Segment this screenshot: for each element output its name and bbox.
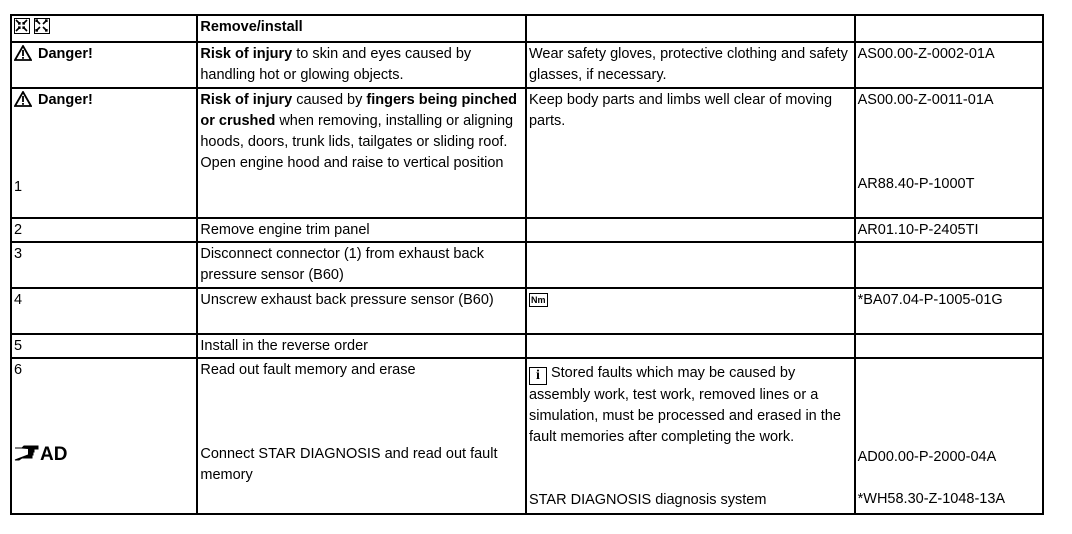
tool-text: STAR DIAGNOSIS diagnosis system [528, 492, 767, 508]
warning-triangle-icon [14, 45, 32, 68]
step-row-3 [11, 242, 1043, 288]
step-number-cell [11, 358, 197, 514]
step-text-cell [197, 358, 526, 514]
step-row-5 [11, 334, 1043, 358]
warning-triangle-icon [14, 91, 32, 114]
danger-label-cell [11, 88, 197, 218]
step-number: 6 [14, 362, 23, 378]
empty-cell [855, 334, 1043, 358]
procedure-table [10, 14, 1044, 515]
empty-cell [526, 242, 855, 288]
risk-description [197, 88, 526, 218]
pointing-hand-icon [14, 444, 40, 467]
risk-description [197, 42, 526, 88]
measure-text: Keep body parts and limbs well clear of moving parts. [526, 88, 855, 218]
header-row [11, 15, 1043, 42]
step-text: Remove engine trim panel [197, 218, 526, 242]
doc-reference: AS00.00-Z-0011-01A [857, 92, 994, 108]
info-cell [526, 358, 855, 514]
torque-cell [526, 288, 855, 334]
doc-reference-cell [855, 88, 1043, 218]
danger-row-1 [11, 42, 1043, 88]
step-row-6 [11, 358, 1043, 514]
header-icons-cell [11, 15, 197, 42]
procedure-document [10, 14, 1044, 521]
step-number: 4 [11, 288, 197, 334]
danger-label: Danger! [38, 92, 93, 108]
info-text: Stored faults which may be caused by assembly work, test work, removed lines or a simulation, must be processed and erased in the fault memories after completing the work. [528, 365, 841, 445]
step-doc-link[interactable]: AR01.10-P-2405TI [855, 218, 1043, 242]
step-text: Disconnect connector (1) from exhaust back pressure sensor (B60) [197, 242, 526, 288]
empty-cell [855, 242, 1043, 288]
ad-step-text: Connect STAR DIAGNOSIS and read out fault memory [200, 446, 498, 483]
step-doc-link[interactable]: *BA07.04-P-1005-01G [855, 288, 1043, 334]
step-row-2 [11, 218, 1043, 242]
step-number: 5 [11, 334, 197, 358]
empty-cell [526, 334, 855, 358]
danger-row-2 [11, 88, 1043, 218]
step-number: 3 [11, 242, 197, 288]
step-number: 1 [14, 179, 23, 195]
step-text: Unscrew exhaust back pressure sensor (B60) [197, 288, 526, 334]
header-title: Remove/install [197, 15, 526, 42]
info-icon: i [529, 367, 547, 385]
risk-bold: Risk of injury [200, 46, 293, 62]
danger-label-cell [11, 42, 197, 88]
header-empty-4 [855, 15, 1043, 42]
empty-cell [526, 218, 855, 242]
risk-text: to skin and eyes caused by handling hot or glowing objects. [200, 46, 472, 83]
step-text: Open engine hood and raise to vertical position [200, 155, 504, 171]
risk-text: when removing, installing or aligning hoods, doors, trunk lids, tailgates or sliding roof. [200, 113, 514, 150]
danger-label: Danger! [38, 46, 93, 62]
step-doc-link[interactable]: AR88.40-P-1000T [857, 176, 975, 192]
measure-text: Wear safety gloves, protective clothing and safety glasses, if necessary. [526, 42, 855, 88]
header-empty-3 [526, 15, 855, 42]
ad-label: AD [40, 444, 68, 465]
ad-doc-link[interactable]: AD00.00-P-2000-04A [857, 449, 997, 465]
step-number: 2 [11, 218, 197, 242]
step-text: Install in the reverse order [197, 334, 526, 358]
install-icon [34, 18, 50, 34]
ad-pointer [14, 444, 194, 467]
torque-nm-icon[interactable]: Nm [530, 295, 546, 305]
step-row-4 [11, 288, 1043, 334]
risk-bold: fingers being pinched or crushed [200, 92, 518, 129]
risk-text: caused by [292, 92, 367, 108]
tool-doc-link[interactable]: *WH58.30-Z-1048-13A [857, 491, 1006, 507]
doc-cell [855, 358, 1043, 514]
step-text: Read out fault memory and erase [200, 362, 416, 378]
doc-reference: AS00.00-Z-0002-01A [855, 42, 1043, 88]
remove-icon [14, 18, 30, 34]
risk-bold: Risk of injury [200, 92, 293, 108]
